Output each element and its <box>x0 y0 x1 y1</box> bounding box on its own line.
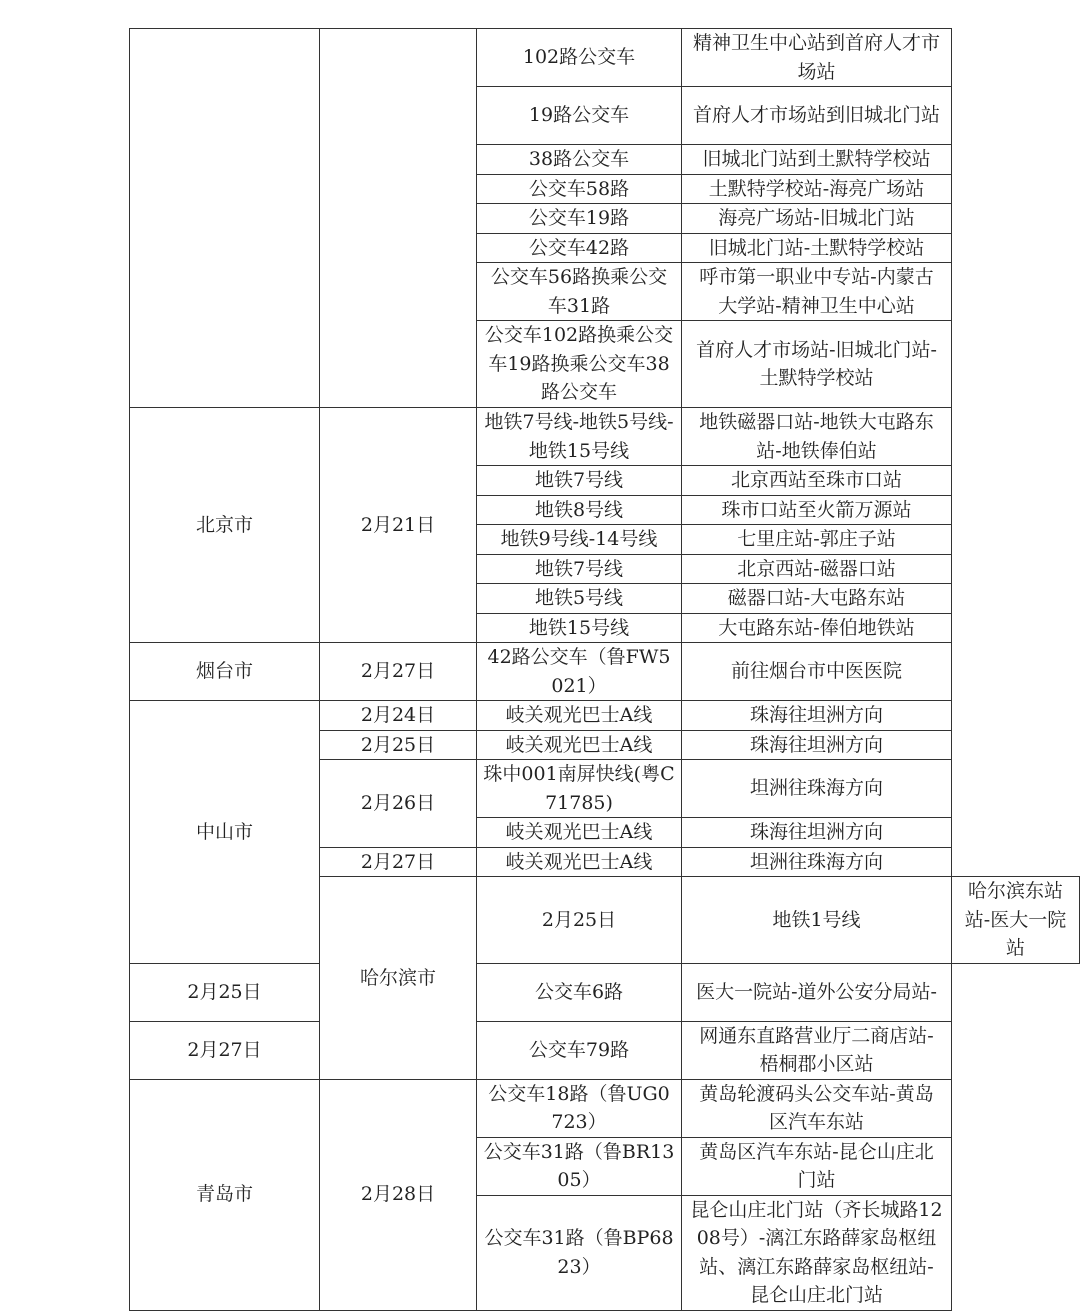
stops-cell: 坦洲往珠海方向 <box>682 760 952 818</box>
stops-cell: 七里庄站-郭庄子站 <box>682 525 952 555</box>
table-row <box>130 408 1080 466</box>
city-cell: 哈尔滨市 <box>320 877 477 1080</box>
table-wrapper <box>129 28 1080 1311</box>
route-cell: 42路公交车（鲁FW5021） <box>477 643 682 701</box>
date-cell: 2月27日 <box>320 643 477 701</box>
stops-cell: 黄岛轮渡码头公交车站-黄岛区汽车东站 <box>682 1079 952 1137</box>
route-cell: 公交车79路 <box>477 1021 682 1079</box>
stops-cell: 昆仑山庄北门站（齐长城路1208号）-漓江东路薛家岛枢纽站、漓江东路薛家岛枢纽站-昆仑山庄北门站 <box>682 1195 952 1310</box>
date-cell: 2月27日 <box>320 847 477 877</box>
table-row <box>130 1021 1080 1079</box>
route-cell: 公交车18路（鲁UG0723） <box>477 1079 682 1137</box>
route-cell: 岐关观光巴士A线 <box>477 730 682 760</box>
route-cell: 地铁7号线 <box>477 466 682 496</box>
date-cell: 2月26日 <box>320 760 477 848</box>
table-row <box>130 643 1080 701</box>
date-cell: 2月21日 <box>320 408 477 643</box>
stops-cell: 哈尔滨东站站-医大一院站 <box>952 877 1080 964</box>
stops-cell: 珠海往坦洲方向 <box>682 701 952 731</box>
stops-cell: 地铁磁器口站-地铁大屯路东站-地铁俸伯站 <box>682 408 952 466</box>
city-cell: 青岛市 <box>130 1079 320 1310</box>
route-cell: 19路公交车 <box>477 87 682 145</box>
stops-cell: 网通东直路营业厅二商店站-梧桐郡小区站 <box>682 1021 952 1079</box>
stops-cell: 首府人才市场站-旧城北门站-土默特学校站 <box>682 321 952 408</box>
date-cell <box>320 29 477 408</box>
stops-cell: 呼市第一职业中专站-内蒙古大学站-精神卫生中心站 <box>682 263 952 321</box>
stops-cell: 土默特学校站-海亮广场站 <box>682 174 952 204</box>
stops-cell: 磁器口站-大屯路东站 <box>682 584 952 614</box>
stops-cell: 珠海往坦洲方向 <box>682 818 952 848</box>
stops-cell: 北京西站-磁器口站 <box>682 554 952 584</box>
stops-cell: 海亮广场站-旧城北门站 <box>682 204 952 234</box>
route-cell: 公交车102路换乘公交车19路换乘公交车38路公交车 <box>477 321 682 408</box>
route-cell: 岐关观光巴士A线 <box>477 847 682 877</box>
table-row <box>130 701 1080 731</box>
route-cell: 公交车31路（鲁BR1305） <box>477 1137 682 1195</box>
city-cell: 北京市 <box>130 408 320 643</box>
route-cell: 公交车56路换乘公交车31路 <box>477 263 682 321</box>
route-cell: 地铁7号线-地铁5号线-地铁15号线 <box>477 408 682 466</box>
route-cell: 地铁5号线 <box>477 584 682 614</box>
table-row <box>130 29 1080 87</box>
city-cell: 烟台市 <box>130 643 320 701</box>
route-cell: 38路公交车 <box>477 145 682 175</box>
stops-cell: 大屯路东站-俸伯地铁站 <box>682 613 952 643</box>
route-cell: 102路公交车 <box>477 29 682 87</box>
route-cell: 公交车19路 <box>477 204 682 234</box>
stops-cell: 旧城北门站到土默特学校站 <box>682 145 952 175</box>
stops-cell: 医大一院站-道外公安分局站- <box>682 963 952 1021</box>
stops-cell: 北京西站至珠市口站 <box>682 466 952 496</box>
city-cell <box>130 29 320 408</box>
route-cell: 地铁8号线 <box>477 495 682 525</box>
route-cell: 岐关观光巴士A线 <box>477 701 682 731</box>
route-cell: 公交车31路（鲁BP6823） <box>477 1195 682 1310</box>
route-cell: 公交车42路 <box>477 233 682 263</box>
date-cell: 2月25日 <box>477 877 682 964</box>
stops-cell: 坦洲往珠海方向 <box>682 847 952 877</box>
stops-cell: 旧城北门站-土默特学校站 <box>682 233 952 263</box>
date-cell: 2月24日 <box>320 701 477 731</box>
stops-cell: 精神卫生中心站到首府人才市场站 <box>682 29 952 87</box>
route-cell: 珠中001南屏快线(粤C71785) <box>477 760 682 818</box>
stops-cell: 珠海往坦洲方向 <box>682 730 952 760</box>
route-cell: 地铁7号线 <box>477 554 682 584</box>
stops-cell: 前往烟台市中医医院 <box>682 643 952 701</box>
date-cell: 2月27日 <box>130 1021 320 1079</box>
stops-cell: 首府人才市场站到旧城北门站 <box>682 87 952 145</box>
route-cell: 地铁1号线 <box>682 877 952 964</box>
date-cell: 2月25日 <box>130 963 320 1021</box>
table-row <box>130 1079 1080 1137</box>
itinerary-table <box>129 28 1080 1311</box>
route-cell: 地铁9号线-14号线 <box>477 525 682 555</box>
route-cell: 地铁15号线 <box>477 613 682 643</box>
table-row <box>130 963 1080 1021</box>
route-cell: 岐关观光巴士A线 <box>477 818 682 848</box>
route-cell: 公交车58路 <box>477 174 682 204</box>
date-cell: 2月28日 <box>320 1079 477 1310</box>
route-cell: 公交车6路 <box>477 963 682 1021</box>
stops-cell: 珠市口站至火箭万源站 <box>682 495 952 525</box>
stops-cell: 黄岛区汽车东站-昆仑山庄北门站 <box>682 1137 952 1195</box>
city-cell: 中山市 <box>130 701 320 964</box>
date-cell: 2月25日 <box>320 730 477 760</box>
